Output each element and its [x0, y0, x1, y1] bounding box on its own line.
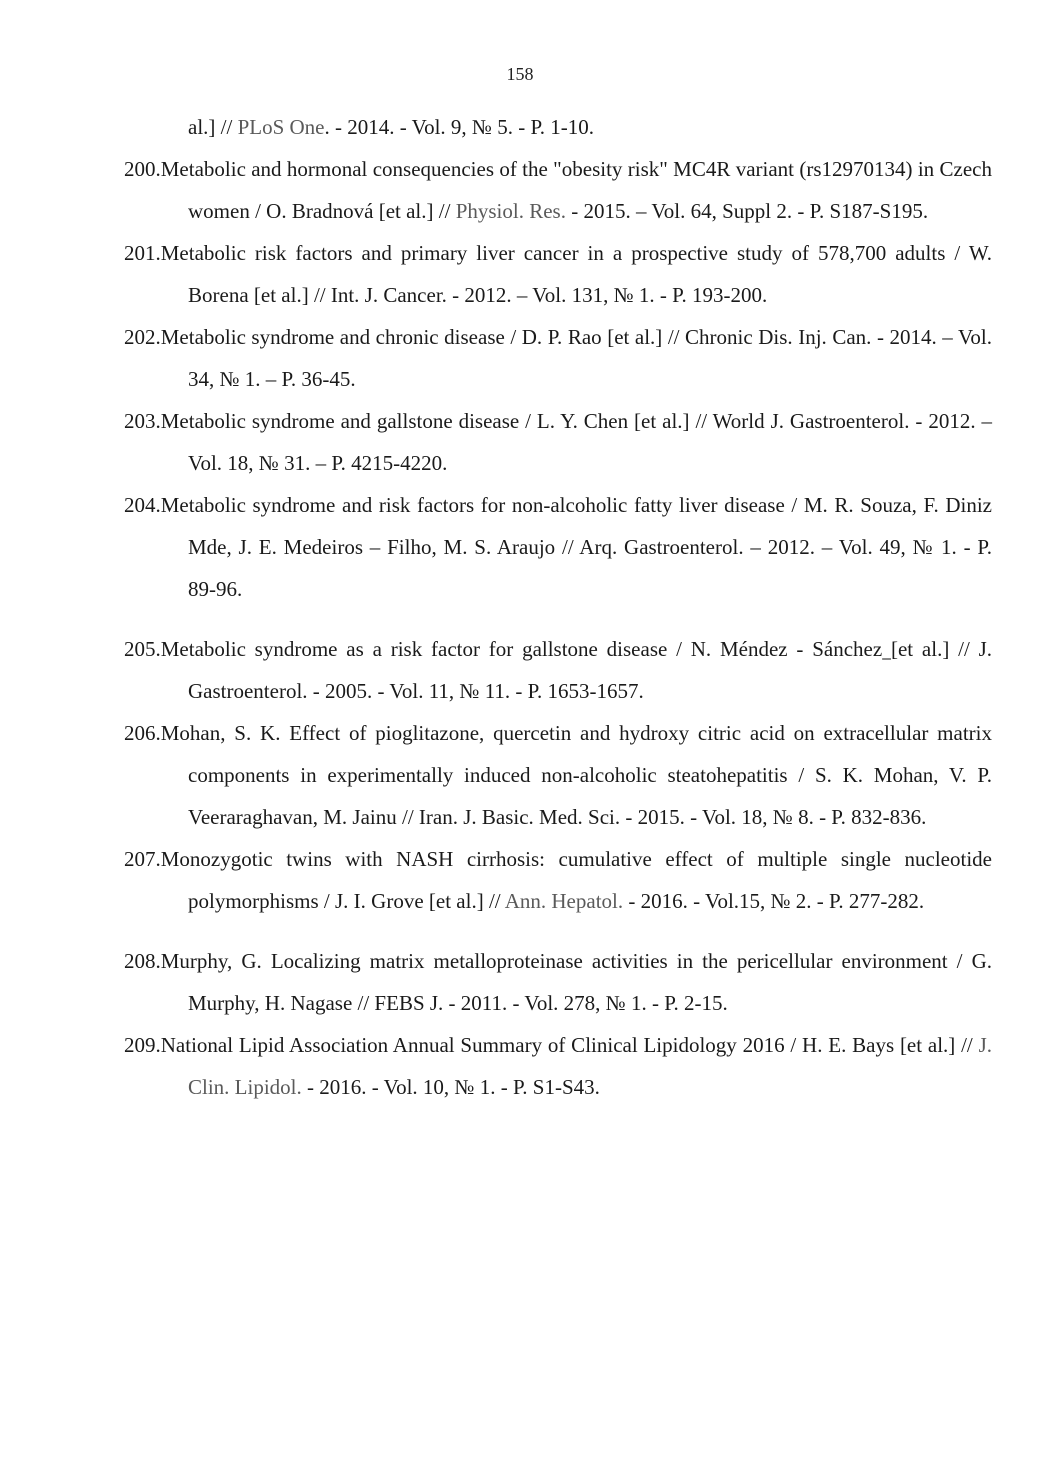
reference-list — [124, 106, 993, 1108]
reference-number: 200. — [124, 157, 161, 181]
reference-text: Metabolic syndrome and risk factors for non-alcoholic fatty liver disease / M. R. Souza, F. Diniz Mde, J. E. Medeiros – Filho, M. S. Araujo // Arq. Gastroenterol. – 2012. – Vol. 49, № 1. - P. 89-96. — [160, 493, 992, 601]
reference-entry — [124, 838, 992, 922]
reference-text: Metabolic syndrome and gallstone disease / L. Y. Chen [et al.] // World J. Gastroenterol. - 2012. – Vol. 18, № 31. – P. 4215-4220. — [160, 409, 992, 475]
reference-text: Monozygotic twins with NASH cirrhosis: cumulative effect of multiple single nucleotide polymorphisms / J. I. Grove [et al.] // — [160, 847, 992, 913]
reference-number: 207. — [124, 847, 161, 871]
reference-text: Mohan, S. K. Effect of pioglitazone, quercetin and hydroxy citric acid on extracellular matrix components in experimentally induced non-alcoholic steatohepatitis / S. K. Mohan, V. P. Veeraraghavan, M. Jainu // Iran. J. Basic. Med. Sci. - 2015. - Vol. 18, № 8. - P. 832-836. — [160, 721, 992, 829]
reference-number: 208. — [124, 949, 161, 973]
reference-text: - 2015. – Vol. 64, Suppl 2. - P. S187-S195. — [565, 199, 929, 223]
reference-text: - 2016. - Vol. 10, № 1. - P. S1-S43. — [301, 1075, 600, 1099]
reference-entry — [124, 484, 992, 610]
reference-entry — [124, 316, 992, 400]
journal-name: Ann. Hepatol. — [504, 889, 624, 913]
journal-name: Physiol. Res. — [455, 199, 566, 223]
reference-text: Metabolic syndrome as a risk factor for gallstone disease / N. Méndez - Sánchez — [160, 637, 883, 661]
reference-text: Metabolic and hormonal consequencies of the "obesity risk" MC4R variant (rs12970134) in Czech women / O. Bradnová [et al.] // — [160, 157, 992, 223]
reference-number: 204. — [124, 493, 161, 517]
reference-text: Metabolic syndrome and chronic disease / D. P. Rao [et al.] // Chronic Dis. Inj. Can. - 2014. – Vol. 34, № 1. – P. 36-45. — [160, 325, 992, 391]
reference-text: - 2016. - Vol.15, № 2. - P. 277-282. — [623, 889, 925, 913]
reference-entry — [156, 106, 992, 148]
reference-text: Murphy, G. Localizing matrix metalloproteinase activities in the pericellular environment / G. Murphy, H. Nagase // FEBS J. - 2011. - Vol. 278, № 1. - P. 2-15. — [160, 949, 992, 1015]
reference-entry — [124, 148, 992, 232]
reference-text: al.] // — [188, 115, 238, 139]
reference-text: Metabolic risk factors and primary liver cancer in a prospective study of 578,700 adults / W. Borena [et al.] // Int. J. Cancer. - 2012. – Vol. 131, № 1. - P. 193-200. — [160, 241, 992, 307]
reference-number: 201. — [124, 241, 161, 265]
reference-text: National Lipid Association Annual Summary of Clinical Lipidology 2016 / H. E. Bays [et al.] // — [160, 1033, 979, 1057]
reference-entry — [124, 232, 992, 316]
reference-number: 206. — [124, 721, 161, 745]
reference-entry — [124, 400, 992, 484]
underline-mark — [882, 637, 891, 661]
reference-entry — [124, 940, 992, 1024]
reference-text: [et al.] // J. Gastroenterol. - 2005. - Vol. 11, № 11. - P. 1653-1657. — [188, 637, 993, 703]
reference-number: 205. — [124, 637, 161, 661]
reference-entry — [124, 1024, 992, 1108]
reference-number: 209. — [124, 1033, 161, 1057]
reference-text: . - 2014. - Vol. 9, № 5. - P. 1-10. — [324, 115, 595, 139]
reference-entry — [124, 628, 993, 712]
reference-number: 202. — [124, 325, 161, 349]
journal-name: PLoS One — [237, 115, 325, 139]
journal-name: J. Clin. Lipidol. — [188, 1033, 992, 1099]
page-number: 158 — [506, 64, 534, 84]
reference-number: 203. — [124, 409, 161, 433]
reference-entry — [124, 712, 992, 838]
